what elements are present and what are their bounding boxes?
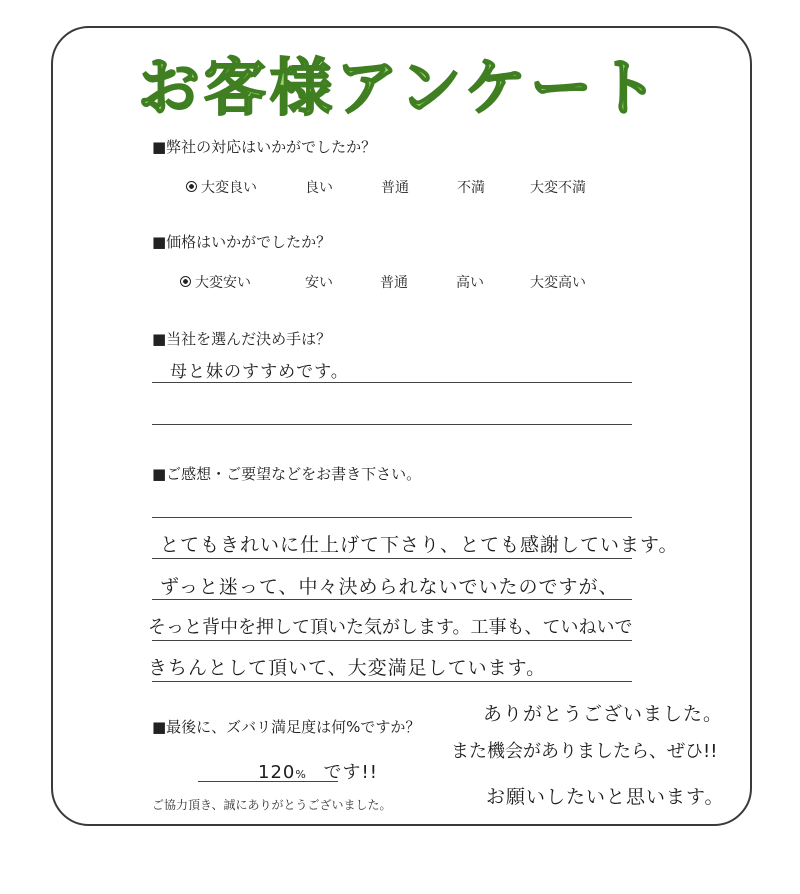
question-service: ■弊社の対応はいかがでしたか？: [152, 138, 377, 156]
option-price-cheap[interactable]: 安い: [305, 275, 333, 291]
answer-line: [152, 517, 632, 518]
handwritten-comment-line: とてもきれいに仕上げて下さり、とても感謝しています。: [160, 534, 679, 556]
option-service-very-dissatisfied[interactable]: 大変不満: [530, 180, 586, 196]
option-price-very-expensive[interactable]: 大変高い: [530, 275, 586, 291]
answer-line: [152, 640, 632, 641]
answer-line: [152, 424, 632, 425]
option-service-good[interactable]: 良い: [305, 180, 333, 196]
question-price: ■価格はいかがでしたか？: [152, 233, 332, 251]
handwritten-closing-line: お願いしたいと思います。: [486, 786, 725, 808]
answer-line: [198, 781, 338, 782]
survey-title: お客様アンケート: [137, 51, 663, 124]
question-comments: ■ご感想・ご要望などをお書き下さい。: [152, 465, 422, 483]
option-service-very-good[interactable]: 大変良い: [186, 177, 257, 197]
option-service-dissatisfied[interactable]: 不満: [457, 180, 485, 196]
handwritten-satisfaction: 120% です!!: [258, 762, 378, 783]
answer-line: [152, 599, 632, 600]
handwritten-comment-line: ずっと迷って、中々決められないでいたのですが、: [160, 576, 619, 598]
handwritten-closing-line: ありがとうございました。: [483, 703, 724, 725]
selected-check-icon: [186, 181, 197, 192]
selected-check-icon: [180, 276, 191, 287]
option-price-expensive[interactable]: 高い: [456, 275, 484, 291]
answer-line: [152, 558, 632, 559]
option-service-normal[interactable]: 普通: [381, 180, 409, 196]
question-satisfaction: ■最後に、ズバリ満足度は何%ですか？: [152, 718, 421, 736]
footer-thanks: ご協力頂き、誠にありがとうございました。: [152, 798, 392, 812]
handwritten-closing-line: また機会がありましたら、ぜひ!!: [451, 741, 718, 762]
handwritten-comment-line: きちんとして頂いて、大変満足しています。: [148, 657, 547, 679]
handwritten-comment-line: そっと背中を押して頂いた気がします。工事も、ていねいで: [148, 617, 633, 638]
question-reason: ■当社を選んだ決め手は？: [152, 330, 332, 348]
option-price-very-cheap[interactable]: 大変安い: [180, 272, 251, 292]
handwritten-reason: 母と妹のすすめです。: [170, 362, 349, 382]
option-price-normal[interactable]: 普通: [380, 275, 408, 291]
answer-line: [152, 681, 632, 682]
answer-line: [152, 382, 632, 383]
